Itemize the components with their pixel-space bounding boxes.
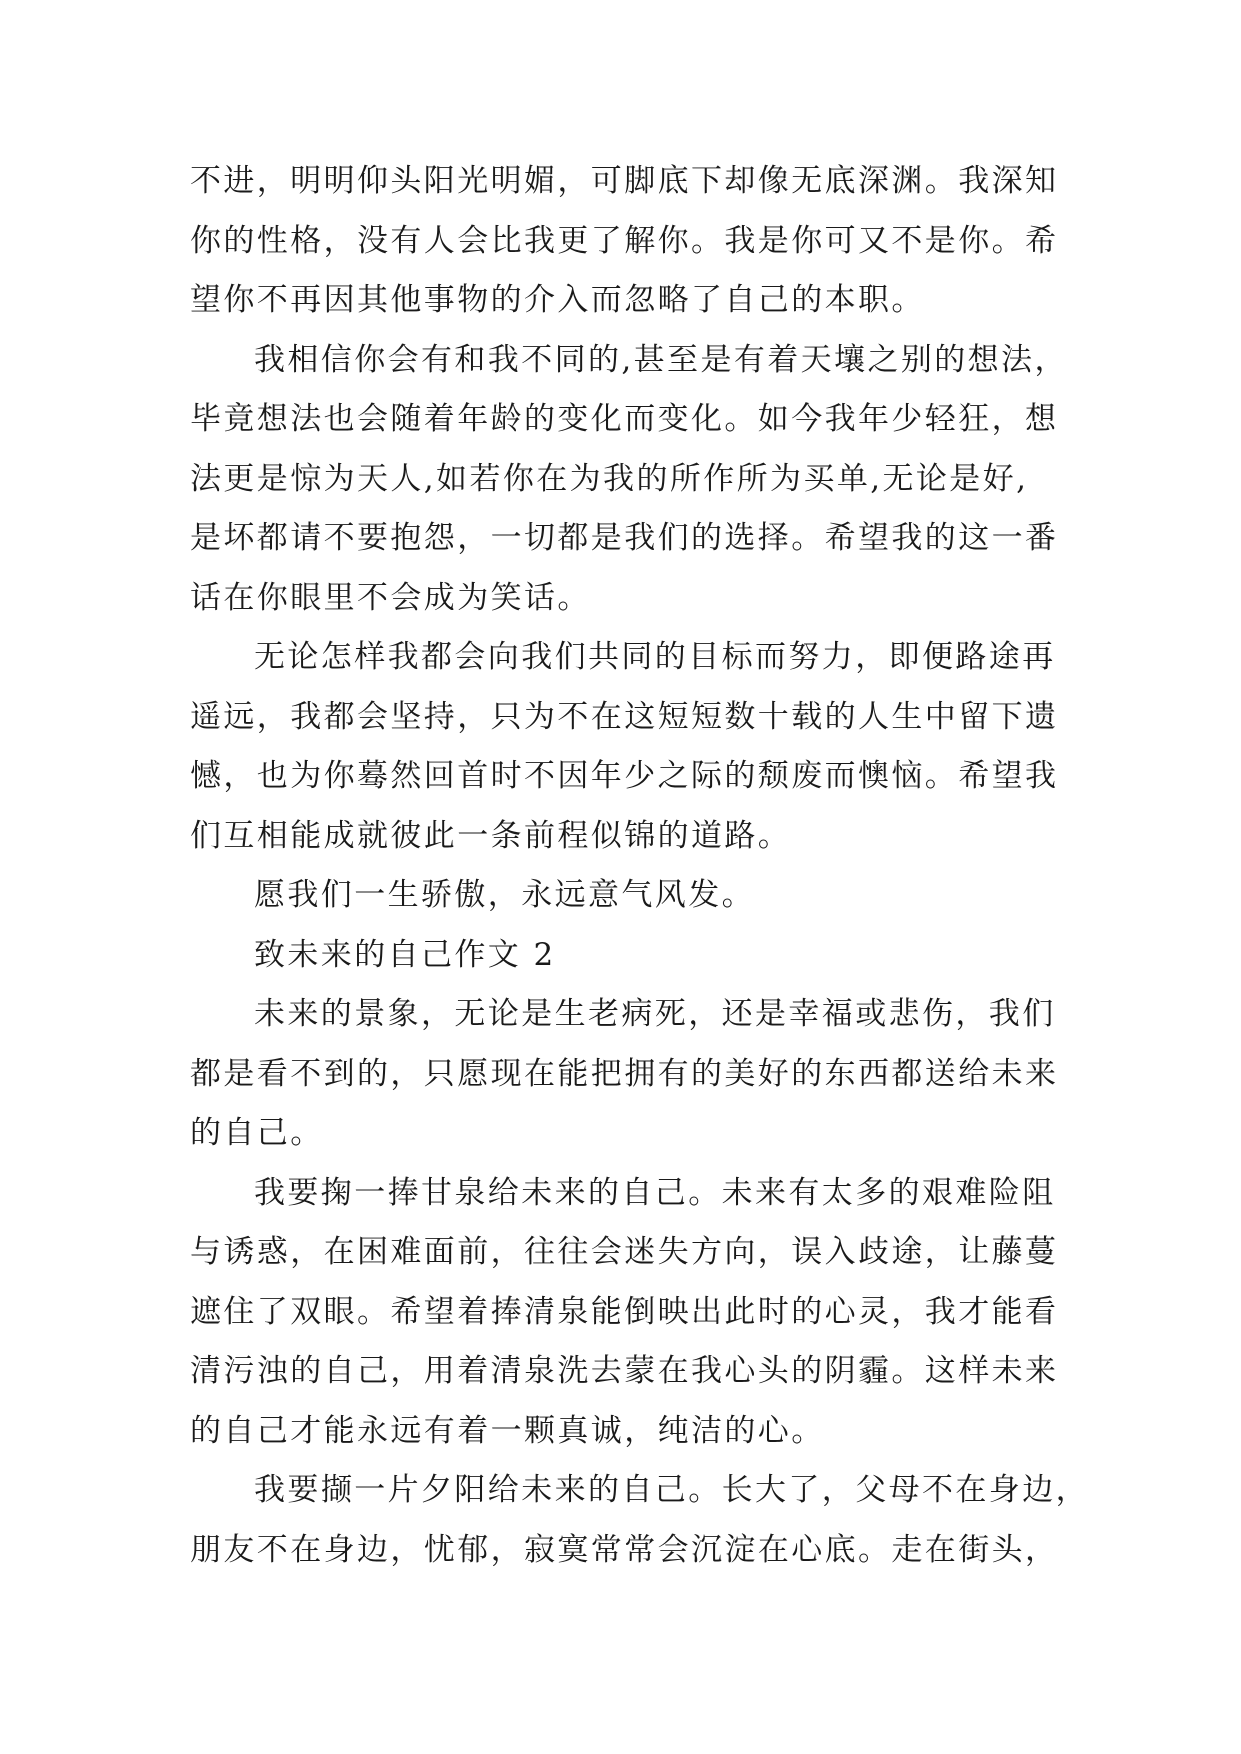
- text-line: 你的性格，没有人会比我更了解你。我是你可又不是你。希: [190, 222, 1059, 259]
- paragraph-first-line: 我要掬一捧甘泉给未来的自己。未来有太多的艰难险阻: [254, 1174, 1056, 1211]
- paragraph-first-line: 未来的景象，无论是生老病死，还是幸福或悲伤，我们: [254, 996, 1056, 1032]
- text-line: 的自己。: [190, 1115, 324, 1151]
- text-line: 的自己才能永远有着一颗真诚，纯洁的心。: [190, 1412, 825, 1449]
- text-line: 朋友不在身边，忧郁，寂寞常常会沉淀在心底。走在街头，: [190, 1531, 1059, 1568]
- paragraph-first-line: 我相信你会有和我不同的,甚至是有着天壤之别的想法，: [254, 341, 1068, 378]
- text-line: 话在你眼里不会成为笑话。: [190, 579, 591, 616]
- paragraph-first-line: 无论怎样我都会向我们共同的目标而努力，即便路途再: [254, 639, 1056, 675]
- text-line: 都是看不到的，只愿现在能把拥有的美好的东西都送给未来: [190, 1055, 1059, 1092]
- text-line: 们互相能成就彼此一条前程似锦的道路。: [190, 817, 792, 854]
- text-line: 与诱惑，在困难面前，往往会迷失方向，误入歧途，让藤蔓: [190, 1234, 1059, 1270]
- text-line: 遮住了双眼。希望着捧清泉能倒映出此时的心灵，我才能看: [190, 1293, 1059, 1330]
- paragraph-first-line: 愿我们一生骄傲，永远意气风发。: [254, 877, 755, 913]
- paragraph-first-line: 我要撷一片夕阳给未来的自己。长大了，父母不在身边，: [254, 1472, 1089, 1508]
- text-line: 是坏都请不要抱怨，一切都是我们的选择。希望我的这一番: [190, 520, 1059, 556]
- document-body: [190, 152, 1089, 1580]
- text-line: 憾，也为你蓦然回首时不因年少之际的颓废而懊恼。希望我: [190, 758, 1059, 794]
- text-line: 不进，明明仰头阳光明媚，可脚底下却像无底深渊。我深知: [190, 163, 1059, 199]
- text-line: 法更是惊为天人,如若你在为我的所作所为买单,无论是好,: [190, 460, 1029, 497]
- paragraph-first-line: 致未来的自己作文 2: [254, 936, 556, 973]
- text-line: 毕竟想法也会随着年龄的变化而变化。如今我年少轻狂，想: [190, 401, 1059, 437]
- text-line: 遥远，我都会坚持，只为不在这短短数十载的人生中留下遗: [190, 698, 1059, 735]
- text-line: 望你不再因其他事物的介入而忽略了自己的本职。: [190, 282, 925, 318]
- text-line: 清污浊的自己，用着清泉洗去蒙在我心头的阴霾。这样未来: [190, 1353, 1059, 1389]
